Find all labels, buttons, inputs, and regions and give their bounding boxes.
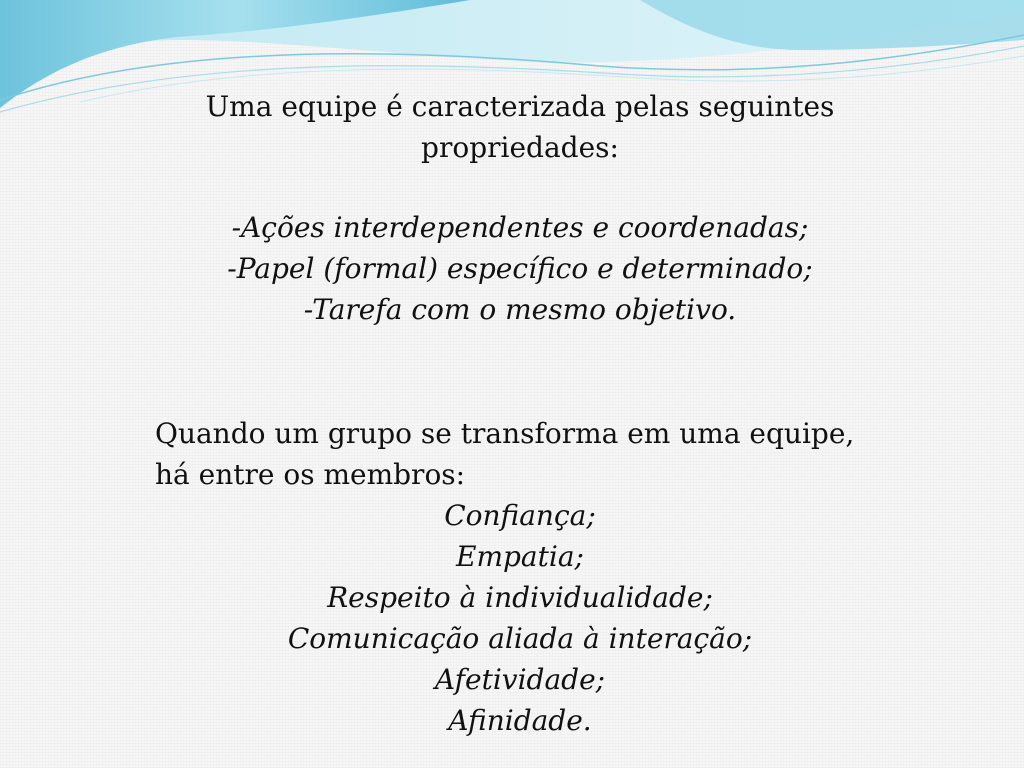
group-intro-text: [155, 413, 915, 495]
property-item: -Tarefa com o mesmo objetivo.: [303, 293, 737, 326]
intro-line-2: propriedades:: [421, 131, 619, 164]
quality-item: Comunicação aliada à interação;: [287, 622, 753, 655]
property-item: -Papel (formal) específico e determinado;: [227, 252, 813, 285]
quality-item: Respeito à individualidade;: [327, 581, 713, 614]
group-intro-line-1: Quando um grupo se transforma em uma equipe,: [155, 417, 855, 450]
quality-item: Afinidade.: [448, 704, 592, 737]
group-intro-line-2: há entre os membros:: [155, 458, 466, 491]
qualities-list: [120, 495, 920, 741]
intro-text: [120, 86, 920, 168]
properties-list: [120, 207, 920, 330]
quality-item: Confiança;: [444, 499, 596, 532]
intro-line-1: Uma equipe é caracterizada pelas seguintes: [205, 90, 835, 123]
quality-item: Empatia;: [456, 540, 584, 573]
property-item: -Ações interdependentes e coordenadas;: [231, 211, 809, 244]
quality-item: Afetividade;: [434, 663, 606, 696]
